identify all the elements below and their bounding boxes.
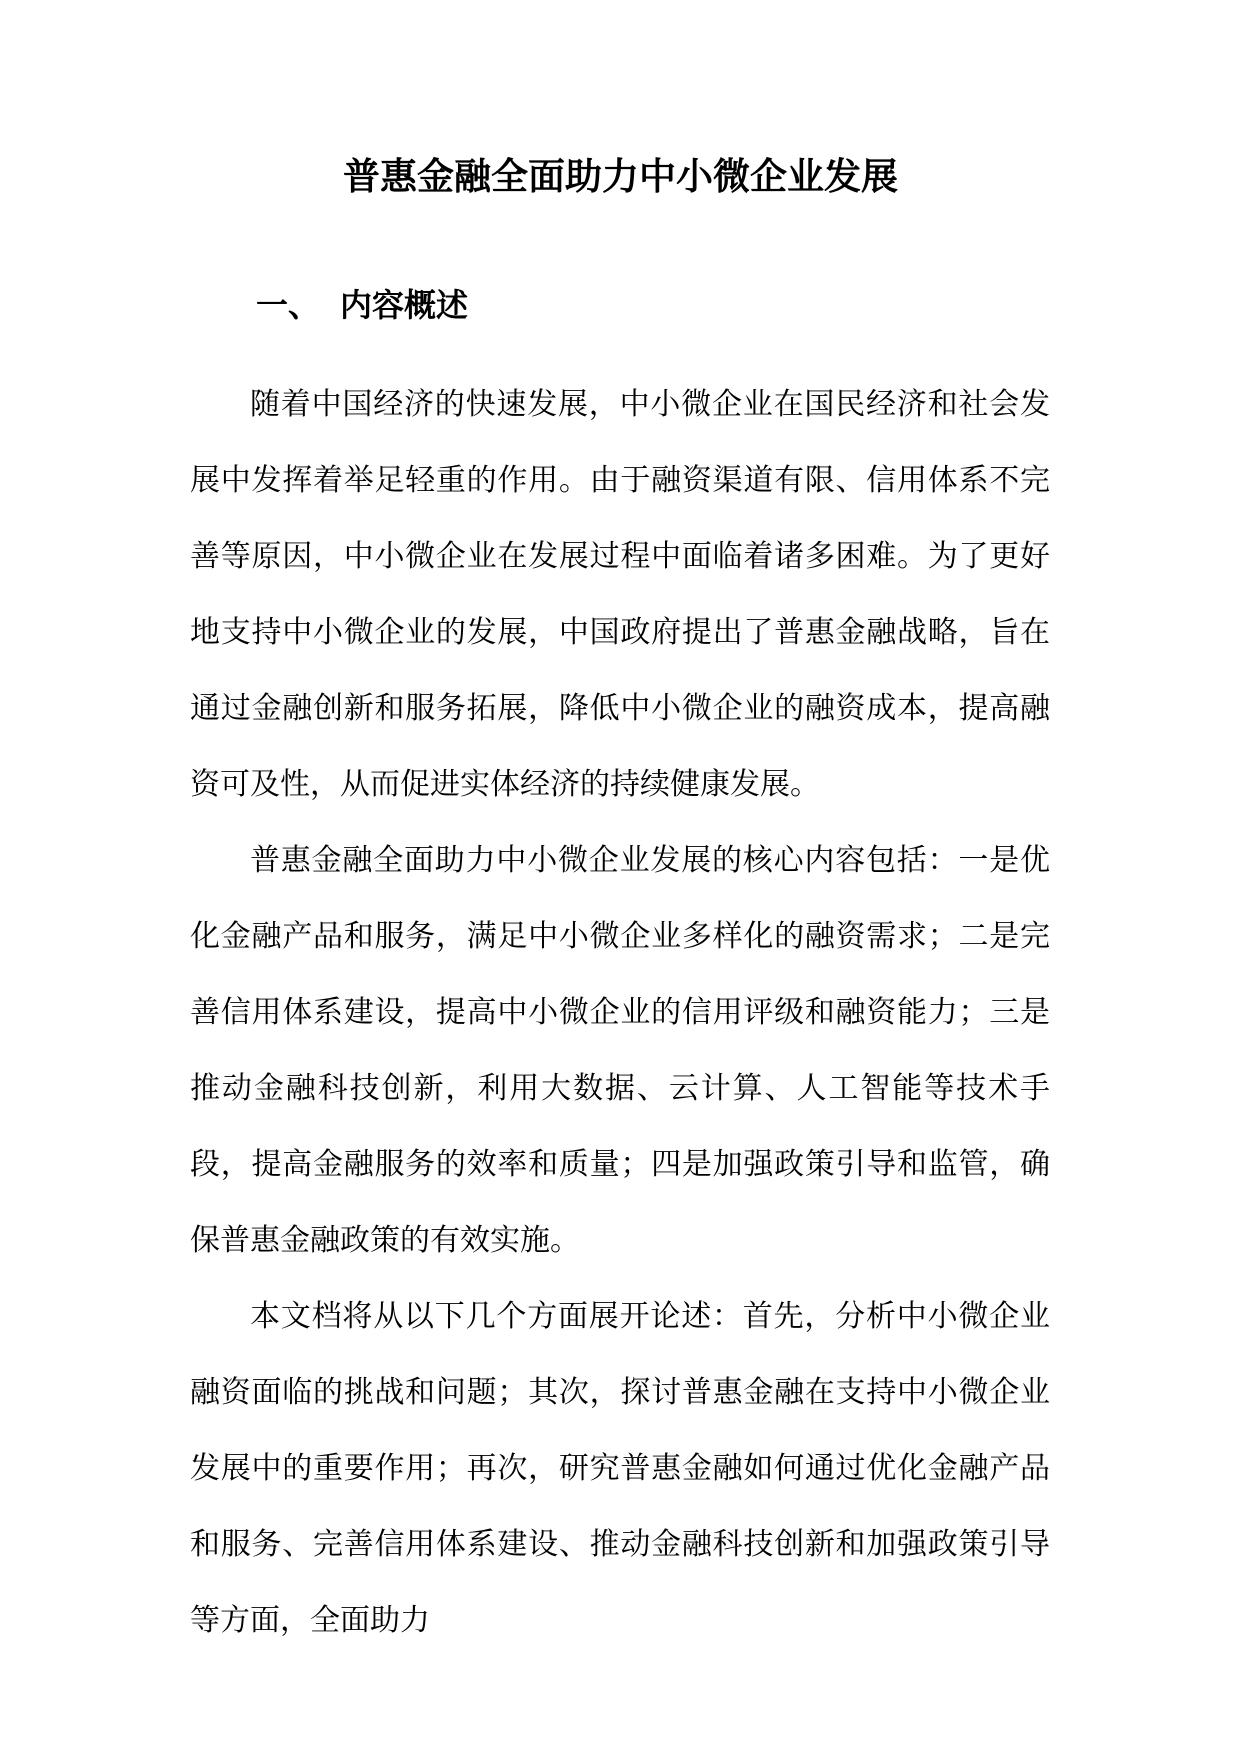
- paragraph-2: 普惠金融全面助力中小微企业发展的核心内容包括：一是优化金融产品和服务，满足中小微企业多样化的融资需求；二是完善信用体系建设，提高中小微企业的信用评级和融资能力；三是推动金融科技创新，利用大数据、云计算、人工智能等技术手段，提高金融服务的效率和质量；四是加强政策引导和监管，确保普惠金融政策的有效实施。: [190, 843, 1050, 1258]
- section-title: 内容概述: [340, 286, 469, 324]
- section-number: 一、: [256, 286, 321, 324]
- section-heading: [256, 282, 468, 328]
- document-title: 普惠金融全面助力中小微企业发展: [343, 154, 898, 198]
- paragraph-3: 本文档将从以下几个方面展开论述：首先，分析中小微企业融资面临的挑战和问题；其次，探讨普惠金融在支持中小微企业发展中的重要作用；再次，研究普惠金融如何通过优化金融产品和服务、完善信用体系建设、推动金融科技创新和加强政策引导等方面，全面助力: [190, 1299, 1050, 1638]
- body-text: [190, 367, 1050, 1659]
- paragraph-1: 随着中国经济的快速发展，中小微企业在国民经济和社会发展中发挥着举足轻重的作用。由于融资渠道有限、信用体系不完善等原因，中小微企业在发展过程中面临着诸多困难。为了更好地支持中小微企业的发展，中国政府提出了普惠金融战略，旨在通过金融创新和服务拓展，降低中小微企业的融资成本，提高融资可及性，从而促进实体经济的持续健康发展。: [190, 387, 1050, 802]
